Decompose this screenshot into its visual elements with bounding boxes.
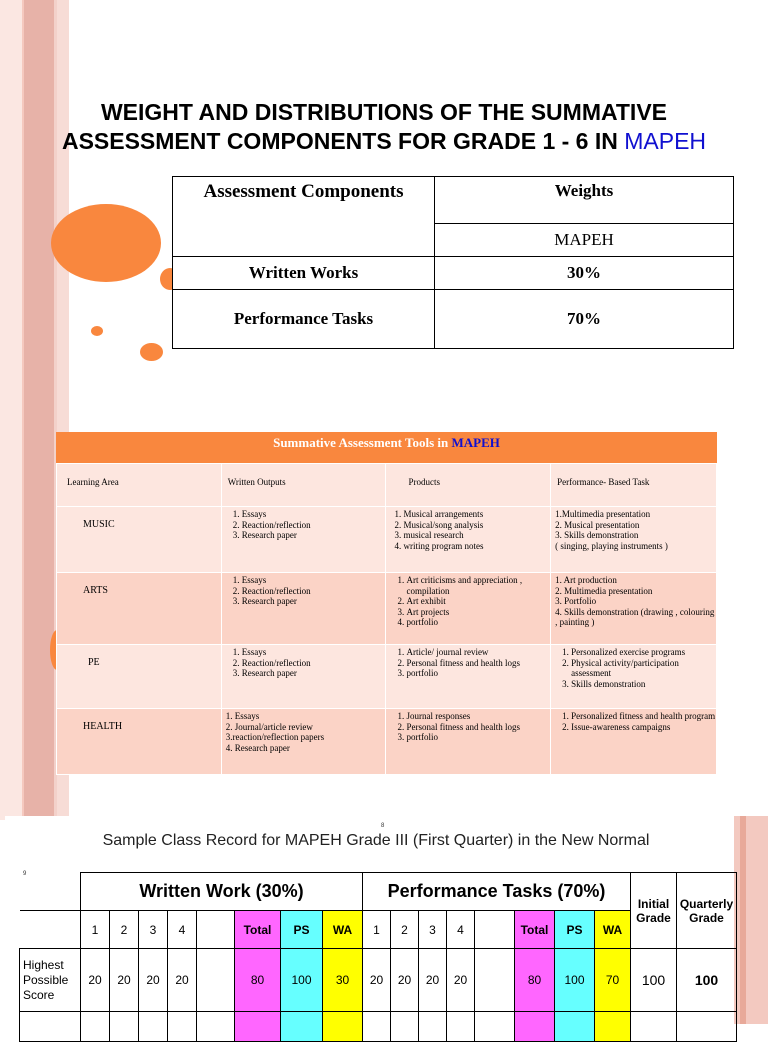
tools-list-item: 4. portfolio — [406, 617, 550, 628]
pt-value: 20 — [447, 949, 475, 1012]
empty-cell — [475, 1012, 515, 1042]
title-highlight: MAPEH — [624, 128, 707, 154]
tools-text-line: 3. Skills demonstration — [555, 530, 639, 540]
tools-row-arts — [57, 573, 717, 645]
class-record-title: Sample Class Record for MAPEH Grade III (First Quarter) in the New Normal — [102, 832, 650, 849]
tools-cell-written — [221, 709, 386, 775]
tools-list-item: 2. Personal fitness and health logs — [406, 722, 550, 733]
tools-list-item: 3. musical research — [403, 530, 550, 541]
tools-list-item: 1. Personalized fitness and health program — [571, 711, 716, 722]
tools-list-item: 1. Personalized exercise programs — [571, 647, 716, 658]
ww-col-header: 4 — [168, 911, 197, 949]
tools-panel — [56, 432, 717, 774]
decor-circle-large — [51, 204, 161, 282]
title-line-2-text: ASSESSMENT COMPONENTS FOR GRADE 1 - 6 IN — [61, 128, 618, 154]
tools-cell-written — [221, 573, 386, 645]
page-title — [20, 98, 748, 156]
ww-col-header — [197, 911, 235, 949]
tools-row-music — [57, 507, 717, 573]
ww-header: Written Work (30%) — [81, 873, 363, 911]
tools-list-item: 3. portfolio — [406, 668, 550, 679]
ww-value: 20 — [110, 949, 139, 1012]
tools-cell-performance — [551, 573, 717, 645]
empty-cell — [323, 1012, 363, 1042]
empty-cell — [110, 1012, 139, 1042]
tools-cell-performance — [551, 709, 717, 775]
initial-grade-value: 100 — [631, 949, 677, 1012]
tools-list-item: 1. Journal responses — [406, 711, 550, 722]
weights-row-weight: 70% — [435, 290, 734, 349]
tools-list-item: 3. portfolio — [406, 732, 550, 743]
tools-list-item: 1. Essays — [242, 647, 386, 658]
tools-list-item: 3. Research paper — [242, 596, 386, 607]
empty-cell — [168, 1012, 197, 1042]
pt-value — [475, 949, 515, 1012]
ww-total-value: 80 — [235, 949, 281, 1012]
pt-col-header: 3 — [419, 911, 447, 949]
pt-wa-value: 70 — [595, 949, 631, 1012]
empty-cell — [139, 1012, 168, 1042]
pt-wa-header: WA — [595, 911, 631, 949]
weights-col-header-components: Assessment Components — [173, 177, 435, 257]
tools-list-item: 2. Reaction/reflection — [242, 520, 386, 531]
empty-cell — [515, 1012, 555, 1042]
weights-row — [173, 290, 734, 349]
pt-total-value: 80 — [515, 949, 555, 1012]
table-row — [20, 949, 737, 1012]
decor-stripe — [0, 0, 22, 820]
pt-ps-header: PS — [555, 911, 595, 949]
ww-ps-header: PS — [281, 911, 323, 949]
weights-subject: MAPEH — [435, 224, 734, 257]
tools-list-item: 2. Physical activity/participation assessment — [571, 658, 716, 679]
tools-text-line: 3.reaction/reflection papers — [225, 732, 325, 742]
tools-cell-performance — [551, 645, 717, 709]
tools-header-row — [57, 464, 717, 507]
tools-cell-products — [386, 709, 551, 775]
tools-list-item: 2. Reaction/reflection — [242, 586, 386, 597]
empty-cell — [81, 1012, 110, 1042]
tools-row-pe — [57, 645, 717, 709]
tools-list-item: 4. writing program notes — [403, 541, 550, 552]
ww-total-header: Total — [235, 911, 281, 949]
ww-wa-value: 30 — [323, 949, 363, 1012]
tools-col-header: Written Outputs — [221, 464, 386, 507]
empty-cell — [363, 1012, 391, 1042]
weights-row — [173, 257, 734, 290]
ww-value: 20 — [81, 949, 110, 1012]
tools-text-line: 2. Multimedia presentation — [555, 585, 653, 596]
table-row — [20, 1012, 737, 1042]
tools-list-item: 1. Art criticisms and appreciation , compilation — [406, 575, 550, 596]
empty-cell — [595, 1012, 631, 1042]
title-line-1: WEIGHT AND DISTRIBUTIONS OF THE SUMMATIVE — [100, 99, 668, 125]
pt-col-header: 4 — [447, 911, 475, 949]
empty-cell — [281, 1012, 323, 1042]
tools-text-line: 1. Essays — [225, 711, 260, 721]
tools-text-line: 2. Journal/article review — [225, 721, 313, 732]
tools-row-health — [57, 709, 717, 775]
ww-col-header: 1 — [81, 911, 110, 949]
tools-header — [56, 432, 717, 463]
ww-col-header: 3 — [139, 911, 168, 949]
weights-row-component: Performance Tasks — [173, 290, 435, 349]
tools-text-line: 2. Musical presentation — [555, 519, 640, 530]
empty-cell — [631, 1012, 677, 1042]
tools-text-line: 3. Portfolio — [555, 596, 597, 606]
decor-circle-small — [140, 343, 163, 361]
ww-value: 20 — [139, 949, 168, 1012]
hps-label: Highest Possible Score — [20, 949, 81, 1012]
empty-cell — [20, 1012, 81, 1042]
tools-row-area: MUSIC — [57, 507, 222, 573]
ww-wa-header: WA — [323, 911, 363, 949]
tools-list-item: 2. Art exhibit — [406, 596, 550, 607]
empty-cell — [447, 1012, 475, 1042]
empty-cell — [391, 1012, 419, 1042]
ww-col-header: 2 — [110, 911, 139, 949]
tools-list-item: 1. Musical arrangements — [403, 509, 550, 520]
pt-value: 20 — [419, 949, 447, 1012]
slide-marker: 9 — [23, 871, 27, 877]
pt-header: Performance Tasks (70%) — [363, 873, 631, 911]
tools-list-item: 3. Art projects — [406, 607, 550, 618]
tools-row-area: HEALTH — [57, 709, 222, 775]
tools-col-header: Products — [386, 464, 551, 507]
pt-total-header: Total — [515, 911, 555, 949]
tools-col-header: Learning Area — [57, 464, 222, 507]
tools-list-item: 2. Issue-awareness campaigns — [571, 722, 716, 733]
quarterly-grade-header: Quarterly Grade — [677, 873, 737, 949]
tools-row-area: PE — [57, 645, 222, 709]
tools-list-item: 1. Essays — [242, 509, 386, 520]
tools-list-item: 1. Article/ journal review — [406, 647, 550, 658]
initial-grade-header: Initial Grade — [631, 873, 677, 949]
tools-text-line: 1.Multimedia presentation — [555, 509, 651, 519]
pt-col-header: 1 — [363, 911, 391, 949]
weights-table — [172, 176, 734, 349]
tools-cell-written — [221, 507, 386, 573]
tools-text-line: 1. Art production — [555, 575, 617, 585]
tools-header-highlight: MAPEH — [451, 435, 500, 450]
tools-list-item: 3. Research paper — [242, 530, 386, 541]
record-label-cell — [20, 911, 81, 949]
pt-col-header: 2 — [391, 911, 419, 949]
tools-col-header: Performance- Based Task — [551, 464, 717, 507]
tools-cell-products — [386, 645, 551, 709]
tools-text-line: 4. Skills demonstration (drawing , colouring , painting ) — [555, 606, 715, 627]
tools-table — [56, 463, 717, 775]
quarterly-grade-value: 100 — [677, 949, 737, 1012]
tools-cell-written — [221, 645, 386, 709]
pt-value: 20 — [363, 949, 391, 1012]
class-record-table — [19, 872, 737, 1042]
tools-text-line: 4. Research paper — [225, 742, 290, 753]
weights-col-header-weights: Weights — [435, 177, 734, 224]
ww-value: 20 — [168, 949, 197, 1012]
tools-list-item: 2. Reaction/reflection — [242, 658, 386, 669]
tools-header-text: Summative Assessment Tools in — [273, 435, 449, 450]
weights-row-weight: 30% — [435, 257, 734, 290]
tools-cell-performance — [551, 507, 717, 573]
tools-list-item: 1. Essays — [242, 575, 386, 586]
empty-cell — [197, 1012, 235, 1042]
weights-row-component: Written Works — [173, 257, 435, 290]
tools-list-item: 3. Research paper — [242, 668, 386, 679]
tools-cell-products — [386, 507, 551, 573]
ww-value — [197, 949, 235, 1012]
tools-list-item: 2. Personal fitness and health logs — [406, 658, 550, 669]
record-corner-cell — [20, 873, 81, 911]
decor-circle-tiny — [91, 326, 103, 336]
empty-cell — [555, 1012, 595, 1042]
slide-marker: 8 — [381, 823, 385, 829]
empty-cell — [677, 1012, 737, 1042]
pt-ps-value: 100 — [555, 949, 595, 1012]
tools-text-line: ( singing, playing instruments ) — [555, 540, 668, 551]
empty-cell — [419, 1012, 447, 1042]
tools-row-area: ARTS — [57, 573, 222, 645]
tools-list-item: 3. Skills demonstration — [571, 679, 716, 690]
pt-value: 20 — [391, 949, 419, 1012]
tools-cell-products — [386, 573, 551, 645]
ww-ps-value: 100 — [281, 949, 323, 1012]
title-line-2 — [20, 127, 748, 156]
tools-list-item: 2. Musical/song analysis — [403, 520, 550, 531]
empty-cell — [235, 1012, 281, 1042]
pt-col-header — [475, 911, 515, 949]
